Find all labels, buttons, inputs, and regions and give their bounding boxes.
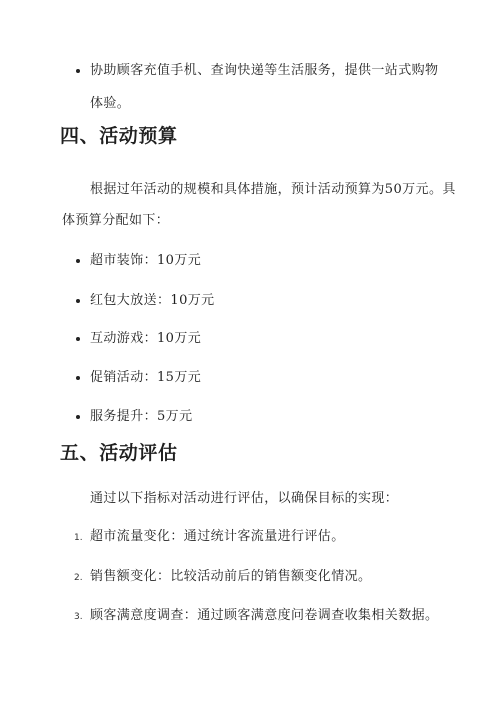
evaluation-heading: 五、活动评估: [60, 442, 178, 464]
bullet-dot: [76, 376, 80, 380]
evaluation-item: 超市流量变化：通过统计客流量进行评估。: [90, 529, 345, 544]
bullet-dot: [76, 337, 80, 341]
budget-paragraph-line1: 根据过年活动的规模和具体措施，预计活动预算为50万元。具: [90, 182, 456, 197]
list-number: 1.: [74, 533, 83, 543]
bullet-dot: [76, 415, 80, 419]
bullet-dot: [76, 259, 80, 263]
evaluation-intro: 通过以下指标对活动进行评估，以确保目标的实现：: [90, 491, 399, 506]
budget-item: 互动游戏：10万元: [90, 331, 202, 346]
service-item-line1: 协助顾客充值手机、查询快递等生活服务，提供一站式购物: [90, 63, 439, 78]
budget-item: 红包大放送：10万元: [90, 293, 215, 308]
list-number: 3.: [74, 612, 83, 622]
budget-paragraph-line2: 体预算分配如下：: [62, 213, 170, 228]
budget-heading: 四、活动预算: [60, 125, 178, 147]
budget-item: 促销活动：15万元: [90, 370, 202, 385]
list-number: 2.: [74, 573, 83, 583]
service-item-line2: 体验。: [90, 96, 131, 111]
budget-item: 服务提升：5万元: [90, 409, 193, 424]
bullet-dot: [76, 69, 80, 73]
bullet-dot: [76, 299, 80, 303]
budget-item: 超市装饰：10万元: [90, 253, 202, 268]
evaluation-item: 顾客满意度调查：通过顾客满意度问卷调查收集相关数据。: [90, 608, 439, 623]
evaluation-item: 销售额变化：比较活动前后的销售额变化情况。: [90, 569, 372, 584]
